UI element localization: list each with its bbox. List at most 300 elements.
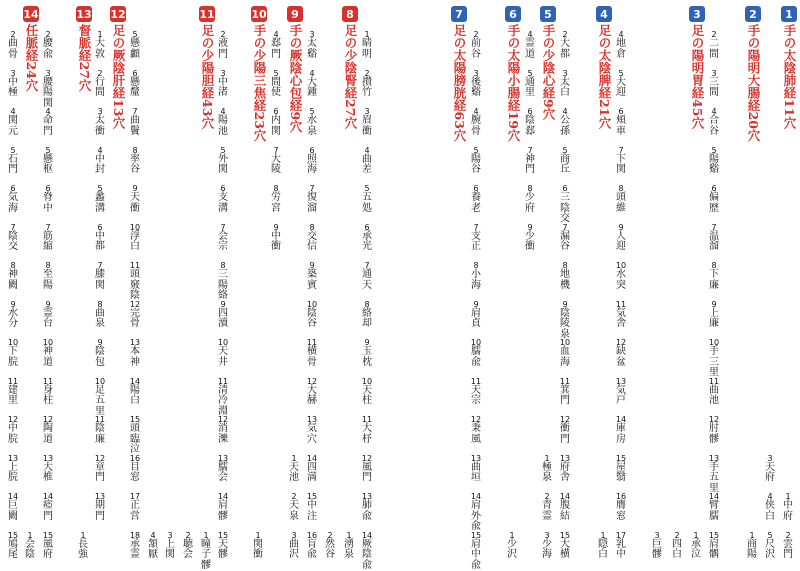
acupoint-number: 10 [8,338,18,347]
acupoint-name-char: 大 [560,39,570,50]
acupoint-number: 13 [709,454,719,463]
acupoint-number: 3 [562,69,567,78]
acupoint [93,300,107,330]
acupoint-name-char: 下 [709,270,719,281]
acupoint-name-char: 極 [542,463,552,474]
acupoint [670,531,684,561]
acupoint-name-char: 機 [560,281,570,292]
acupoint-number: 9 [618,223,623,232]
acupoint-number: 3 [45,69,50,78]
acupoint-number: 2 [785,531,790,540]
acupoint-name-char: 身 [43,386,53,397]
acupoint-name-char: 霊 [43,309,53,320]
acupoint-column [76,6,90,554]
acupoint-number: 4 [220,107,225,116]
acupoint-name-char: 曲 [8,39,18,50]
acupoint-name-char: 正 [130,501,140,512]
meridian-title: 手の少陰心経9穴 [540,24,556,120]
acupoint-name-char: 隠 [598,540,608,551]
acupoint-name-char: 門 [95,512,105,523]
acupoint [558,492,572,522]
acupoint-name-char: 五 [362,193,372,204]
acupoint-name-char: 衝 [130,204,140,215]
acupoint-name-char: 養 [471,193,481,204]
acupoint [305,492,319,522]
acupoint [128,30,142,60]
acupoint [6,69,20,99]
acupoint-number: 12 [471,415,481,424]
acupoint-name-char: 水 [616,270,626,281]
acupoint [469,146,483,176]
acupoint-name-char: 沢 [765,550,775,561]
acupoint-name-char: 椎 [43,473,53,484]
acupoint-number: 4 [45,107,50,116]
acupoint-number: 13 [560,454,570,463]
acupoint [540,531,554,561]
acupoint-name-char: 髎 [218,550,228,561]
acupoint-number: 7 [473,223,478,232]
acupoint-name-char: 間 [709,50,719,61]
acupoint-column [781,6,795,554]
acupoint [128,223,142,253]
acupoint-column [23,6,37,554]
acupoint-number: 12 [130,300,140,309]
acupoint-number: 9 [711,300,716,309]
acupoint [360,454,374,484]
acupoint [128,69,142,99]
acupoint [469,69,483,99]
meridian-title: 足の少陰腎経27穴 [342,24,358,129]
acupoint-name-char: 内 [271,116,281,127]
acupoint-name-char: 白 [765,512,775,523]
acupoint-number: 11 [130,261,140,270]
acupoint-number: 1 [509,531,514,540]
acupoint-name-char: 照 [307,155,317,166]
acupoint-name-char: 懸 [130,39,140,50]
acupoint-name-char: 中 [43,204,53,215]
acupoint-number: 11 [362,415,372,424]
meridian-title: 手の厥陰心包経9穴 [287,24,303,133]
acupoint-number: 8 [220,261,225,270]
acupoint-name-char: 道 [43,358,53,369]
acupoint-name-char: 天 [289,501,299,512]
acupoint-name-char: 腹 [560,501,570,512]
acupoint-number: 6 [473,184,478,193]
acupoint-number: 4 [309,69,314,78]
acupoint-name-char: 尺 [765,540,775,551]
acupoint-number: 14 [218,492,228,501]
acupoint-name-char: 瘂 [43,501,53,512]
acupoint-column [128,6,142,554]
acupoint-name-char: 衝 [271,242,281,253]
acupoint-name-char: 期 [95,501,105,512]
acupoint [558,300,572,341]
acupoint-number: 5 [711,146,716,155]
acupoint-name-char: 屋 [616,463,626,474]
acupoint-number: 3 [97,107,102,116]
acupoint-name-char: 窓 [130,473,140,484]
acupoint [269,30,283,60]
acupoint-name-char: 築 [307,270,317,281]
acupoint-column [199,6,213,554]
acupoint-name-char: 支 [218,193,228,204]
acupoint-number: 5 [527,69,532,78]
acupoint-column [631,6,645,554]
acupoint-name-char: 頬 [616,116,626,127]
acupoint-name-char: 気 [8,193,18,204]
acupoint-number: 1 [785,492,790,501]
acupoint [763,531,777,561]
acupoint-name-char: 大 [307,386,317,397]
acupoint [6,338,20,368]
acupoint-name-char: 庫 [616,424,626,435]
acupoint [523,69,537,99]
acupoint-column [305,6,319,554]
acupoint-name-char: 大 [362,424,372,435]
acupoint [93,492,107,522]
acupoint [360,531,374,571]
acupoint-number: 18 [130,531,140,540]
acupoint [128,300,142,330]
acupoint-column [558,6,572,554]
acupoint-name-char: 淵 [218,407,228,418]
acupoint-name-char: 大 [95,39,105,50]
acupoint-number: 8 [711,261,716,270]
acupoint-name-char: 明 [362,50,372,61]
acupoint-column [577,6,591,554]
acupoint-name-char: 泣 [130,445,140,456]
acupoint [614,146,628,176]
acupoint-name-char: 五 [709,473,719,484]
acupoint-number: 6 [10,184,15,193]
acupoint-number: 10 [130,223,140,232]
acupoint [305,531,319,561]
acupoint-name-char: 正 [471,242,481,253]
acupoint-name-char: 頷 [148,540,158,551]
acupoint-column [596,6,610,554]
acupoint-name-char: 太 [95,116,105,127]
acupoint-number: 9 [562,300,567,309]
acupoint-name-char: 乳 [616,540,626,551]
acupoint-name-char: 衝 [362,127,372,138]
acupoint [23,531,37,561]
acupoint-number: 2 [327,531,332,540]
meridian-number-badge: 8 [342,6,358,22]
acupoint-number: 15 [8,531,18,540]
acupoint-name-char: 鍾 [307,88,317,99]
acupoint [93,223,107,253]
acupoint-number: 2 [562,30,567,39]
acupoint [707,184,721,214]
acupoint-name-char: 商 [560,155,570,166]
acupoint-name-char: 臑 [709,512,719,523]
acupoint-name-char: 神 [525,155,535,166]
acupoint-number: 11 [8,377,18,386]
acupoint [128,492,142,522]
acupoint-name-char: 池 [289,473,299,484]
acupoint-name-char: 包 [95,358,105,369]
acupoint-number: 13 [130,338,140,347]
acupoint-number: 4 [711,107,716,116]
acupoint [614,107,628,137]
acupoint-name-char: 三 [709,78,719,89]
acupoint [360,184,374,214]
acupoint [558,146,572,176]
acupoint-column [360,6,374,554]
acupoint-name-char: 枕 [362,358,372,369]
acupoint [6,184,20,214]
acupoint-name-char: 老 [471,204,481,215]
acupoint-number: 12 [95,454,105,463]
acupoint-name-char: 舎 [560,473,570,484]
acupoint-name-char: 冷 [218,396,228,407]
acupoint-number: 15 [616,454,626,463]
acupoint-name-char: 沢 [289,550,299,561]
acupoint-number: 16 [130,454,140,463]
acupoint-name-char: 維 [616,204,626,215]
acupoint-name-char: 谷 [130,165,140,176]
acupoint-number: 8 [273,184,278,193]
acupoint-name-char: 穴 [307,435,317,446]
acupoint-number: 13 [307,415,317,424]
acupoint-number: 7 [711,223,716,232]
acupoint-name-char: 間 [709,88,719,99]
acupoint-number: 6 [711,184,716,193]
acupoint-number: 6 [97,223,102,232]
acupoint-name-char: 外 [471,512,481,523]
acupoint-number: 9 [273,223,278,232]
acupoint-name-char: 門 [362,473,372,484]
acupoint-name-char: 天 [218,347,228,358]
acupoint-number: 7 [10,223,15,232]
acupoint-name-char: 倉 [616,50,626,61]
acupoint [93,377,107,418]
acupoint [469,492,483,533]
acupoint-column [540,6,554,554]
acupoint [216,300,230,330]
acupoint-column [269,6,283,554]
acupoint [41,492,55,522]
acupoint-name-char: 雲 [783,540,793,551]
acupoint-number: 10 [616,261,626,270]
acupoint-name-char: 章 [95,463,105,474]
acupoint-name-char: 太 [560,78,570,89]
acupoint-number: 4 [562,107,567,116]
acupoint-name-char: 侠 [765,501,775,512]
acupoint-number: 2 [220,30,225,39]
acupoint [216,69,230,99]
acupoint-name-char: 横 [560,550,570,561]
acupoint-name-char: 泉 [560,330,570,341]
acupoint-name-char: 衝 [560,424,570,435]
acupoint-number: 13 [362,492,372,501]
acupoint-name-char: 道 [43,435,53,446]
acupoint-name-char: 垣 [471,473,481,484]
acupoint [6,377,20,407]
acupoint-number: 6 [364,223,369,232]
acupoint-column [233,6,247,554]
acupoint [6,454,20,484]
acupoint-name-char: 戸 [616,396,626,407]
acupoint-number: 4 [618,30,623,39]
acupoint-name-char: 足 [95,386,105,397]
acupoint [707,531,721,561]
acupoint-number: 10 [709,338,719,347]
acupoint [707,338,721,379]
acupoint-name-char: 横 [307,347,317,358]
acupoint [128,338,142,368]
acupoint [523,223,537,253]
acupoint-name-char: 少 [525,193,535,204]
acupoint-name-char: 会 [183,550,193,561]
acupoint [558,184,572,225]
acupoint-number: 10 [43,338,53,347]
acupoint [269,184,283,214]
acupoint-number: 7 [562,223,567,232]
acupoint-name-char: 里 [709,368,719,379]
acupoint [469,415,483,445]
acupoint-column [414,6,428,554]
acupoint-name-char: 骨 [307,358,317,369]
acupoint [614,69,628,99]
acupoint-name-char: 門 [783,550,793,561]
acupoint-name-char: 箕 [560,386,570,397]
acupoint-column [505,6,519,554]
acupoint-name-char: 上 [165,540,175,551]
acupoint-number: 7 [273,146,278,155]
acupoint-number: 6 [132,69,137,78]
acupoint-number: 1 [255,531,260,540]
acupoint-name-char: 枢 [43,165,53,176]
acupoint-number: 8 [562,261,567,270]
acupoint-name-char: 青 [542,501,552,512]
acupoint-name-char: 間 [271,78,281,89]
acupoint-number: 11 [560,377,570,386]
acupoint-name-char: 溝 [95,204,105,215]
acupoint-number: 5 [10,146,15,155]
acupoint [305,300,319,330]
acupoint [558,69,572,99]
acupoint [360,377,374,407]
acupoint-name-char: 関 [271,127,281,138]
acupoint [305,454,319,484]
acupoint-name-char: 宗 [218,242,228,253]
acupoint [41,300,55,330]
acupoint-number: 14 [307,454,317,463]
acupoint [41,338,55,368]
acupoint-name-char: 大 [560,540,570,551]
acupoint-name-char: 孫 [560,127,570,138]
acupoint-name-char: 曲 [289,540,299,551]
acupoint-name-char: 労 [271,193,281,204]
acupoint-name-char: 通 [525,78,535,89]
acupoint-name-char: 承 [130,540,140,551]
acupoint-name-char: 風 [362,463,372,474]
acupoint [707,454,721,495]
acupoint [558,261,572,291]
acupoint-name-char: 三 [218,270,228,281]
meridian-title: 手の太陰肺経11穴 [781,24,797,129]
acupoint [216,30,230,60]
acupoint [287,454,301,484]
acupoint [6,107,20,137]
acupoint-number: 5 [220,146,225,155]
acupoint-name-char: 小 [471,270,481,281]
acupoint-number: 17 [130,492,140,501]
acupoint-name-char: 泣 [691,550,701,561]
acupoint [146,531,160,561]
acupoint-column [59,6,73,554]
acupoint [707,415,721,445]
acupoint-name-char: 縮 [43,242,53,253]
acupoint-name-char: 尾 [8,550,18,561]
acupoint [216,338,230,368]
acupoint-name-char: 地 [560,270,570,281]
acupoint-name-char: 廉 [709,319,719,330]
acupoint-name-char: 迎 [616,242,626,253]
acupoint-name-char: 骨 [471,127,481,138]
acupoint-column [41,6,55,554]
acupoint-name-char: 承 [691,540,701,551]
acupoint-name-char: 注 [307,512,317,523]
acupoint-number: 10 [560,338,570,347]
acupoint [6,492,20,522]
acupoint [128,146,142,176]
acupoint-number: 5 [45,146,50,155]
acupoint-number: 7 [309,184,314,193]
acupoint [614,261,628,291]
acupoint-column [763,6,777,554]
acupoint-name-char: 前 [471,39,481,50]
acupoint [216,223,230,253]
acupoint-number: 2 [711,30,716,39]
acupoint-name-char: 骨 [130,319,140,330]
acupoint-name-char: 谿 [307,50,317,61]
acupoint-name-char: 天 [289,463,299,474]
acupoint-column [650,6,664,554]
acupoint-name-char: 肩 [218,501,228,512]
meridian-number-badge: 13 [76,6,92,22]
acupoint [469,184,483,214]
acupoint [181,531,195,561]
acupoint-name-char: 曲 [130,116,140,127]
acupoint-number: 15 [307,492,317,501]
acupoint [360,261,374,291]
acupoint-name-char: 上 [8,463,18,474]
acupoint-name-char: 湧 [344,540,354,551]
acupoint-column [146,6,160,554]
acupoint-name-char: 復 [307,193,317,204]
acupoint-number: 13 [218,454,228,463]
acupoint-number: 12 [709,415,719,424]
acupoint-name-char: 厥 [362,540,372,551]
acupoint [469,338,483,368]
acupoint-number: 11 [471,377,481,386]
acupoint [305,30,319,60]
acupoint-number: 3 [711,69,716,78]
acupoint [523,146,537,176]
acupoint-number: 2 [185,531,190,540]
acupoint-number: 1 [27,531,32,540]
acupoint-name-char: 貞 [471,319,481,330]
acupoint-column [216,6,230,554]
acupoint-name-char: 少 [542,540,552,551]
acupoint-name-char: 谿 [709,165,719,176]
acupoint [216,415,230,445]
acupoint [614,415,628,445]
acupoint-name-char: 三 [560,193,570,204]
acupoint-name-char: 却 [362,319,372,330]
